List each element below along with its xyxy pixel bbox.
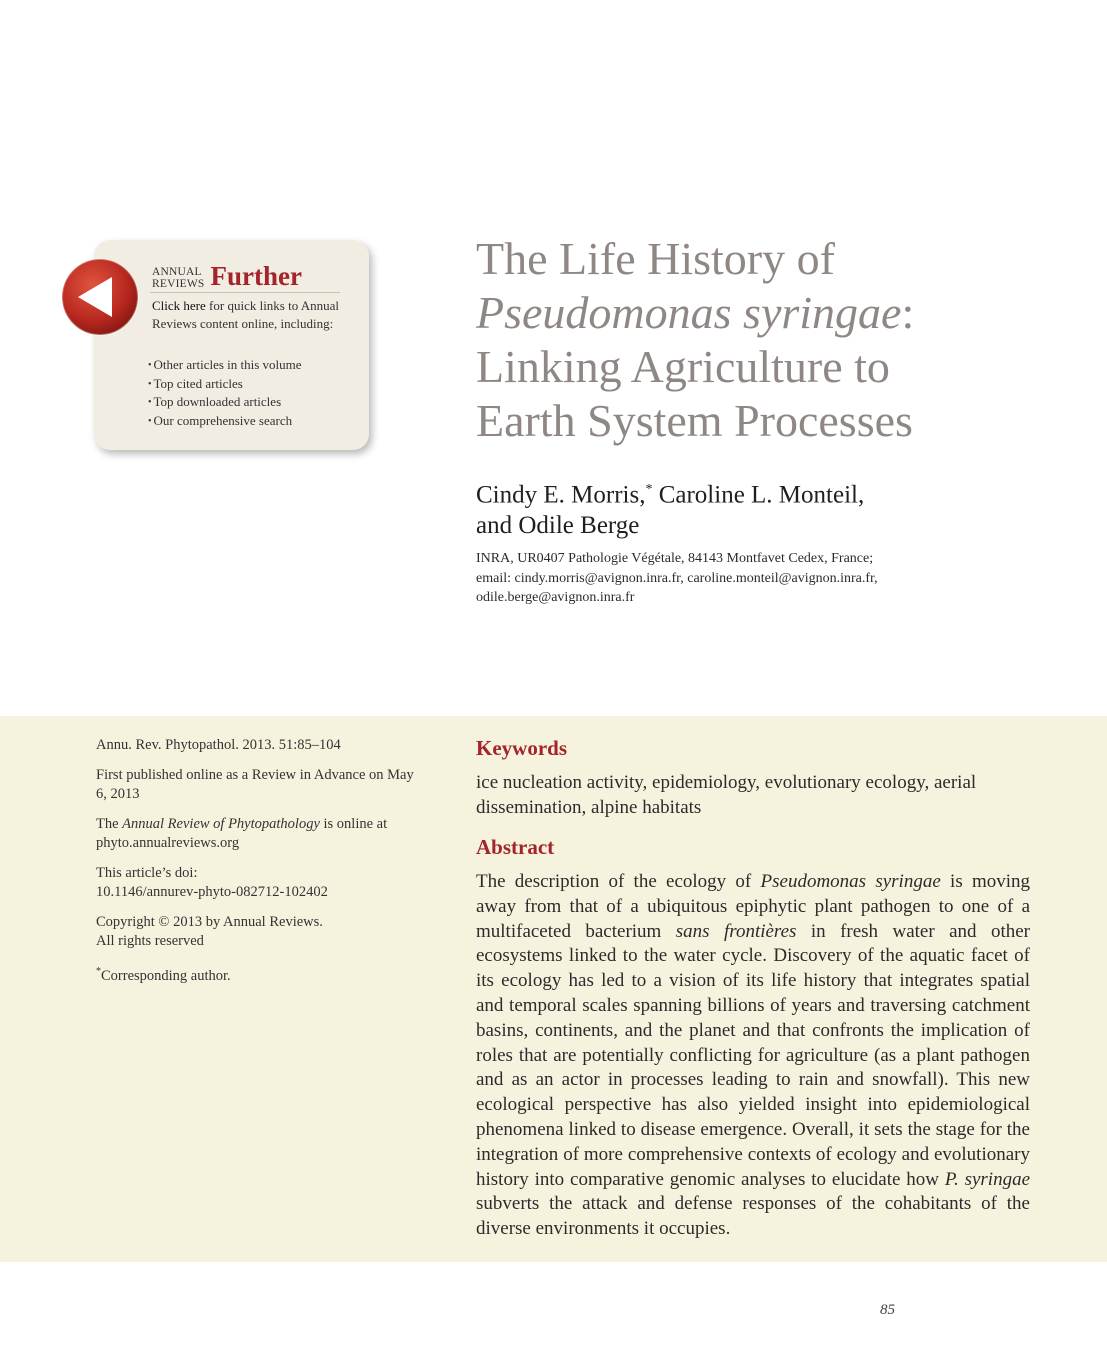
article-title: The Life History of Pseudomonas syringae: Linking Agriculture to Earth System Processes <box>476 233 915 446</box>
copyright: Copyright © 2013 by Annual Reviews. All rights reserved <box>96 914 323 949</box>
abstract-heading: Abstract <box>476 835 555 859</box>
abstract-text: The description of the ecology of Pseudomonas syringae is moving away from that of a ubiquitous epiphytic plant pathogen to one of a multifaceted bacterium sans frontières in fresh water and other ecosystems linked to the water cycle. Discovery of the aquatic facet of its ecology has led to a vision of its life history that integrates spatial and temporal scales spanning billions of years and traversing catchment basins, continents, and the planet and that confronts the implication of roles that are potentially conflicting for agriculture (as a plant pathogen and as an actor in processes leading to rain and snowfall). This new ecological perspective has also yielded insight into epidemiological phenomena linked to disease emergence. Overall, it sets the stage for the integration of more comprehensive contexts of ecology and evolutionary history into comparative genomic analyses to elucidate how P. syringae subverts the attack and defense responses of the cohabitants of the diverse environments it occupies. <box>476 871 1031 1240</box>
further-divider <box>150 292 340 293</box>
further-link-top-downloaded[interactable]: • Top downloaded articles <box>148 393 302 412</box>
online-at: The Annual Review of Phytopathology is online at phyto.annualreviews.org <box>96 816 388 851</box>
further-link-top-cited[interactable]: • Top cited articles <box>148 375 302 394</box>
further-links <box>148 356 302 430</box>
click-here-link[interactable]: Click here <box>152 298 206 313</box>
corresponding-author: *Corresponding author. <box>96 966 231 984</box>
published-date: First published online as a Review in Advance on May 6, 2013 <box>96 767 414 802</box>
authors: Cindy E. Morris,* Caroline L. Monteil, and Odile Berge <box>476 481 865 540</box>
page-number: 85 <box>880 1302 895 1318</box>
further-header <box>152 262 302 290</box>
further-description: Click here for quick links to Annual Reviews content online, including: <box>152 298 340 331</box>
affiliation: INRA, UR0407 Pathologie Végétale, 84143 Montfavet Cedex, France; email: cindy.morris@avignon.inra.fr, caroline.monteil@avignon.inra.fr, odile.berge@avignon.inra.fr <box>476 551 878 605</box>
citation: Annu. Rev. Phytopathol. 2013. 51:85–104 <box>96 737 341 753</box>
further-link-other-articles[interactable]: • Other articles in this volume <box>148 356 302 375</box>
keywords-heading: Keywords <box>476 736 567 760</box>
title-species: Pseudomonas syringae <box>476 287 902 338</box>
further-link-search[interactable]: • Our comprehensive search <box>148 412 302 431</box>
further-title: Further <box>210 261 302 291</box>
keywords-text: ice nucleation activity, epidemiology, evolutionary ecology, aerial dissemination, alpine habitats <box>476 772 977 818</box>
article-meta <box>96 736 416 997</box>
annual-reviews-wordmark: ANNUAL REVIEWS <box>152 266 205 290</box>
doi: This article’s doi: 10.1146/annurev-phyto-082712-102402 <box>96 865 328 900</box>
back-arrow-icon[interactable] <box>60 257 140 337</box>
